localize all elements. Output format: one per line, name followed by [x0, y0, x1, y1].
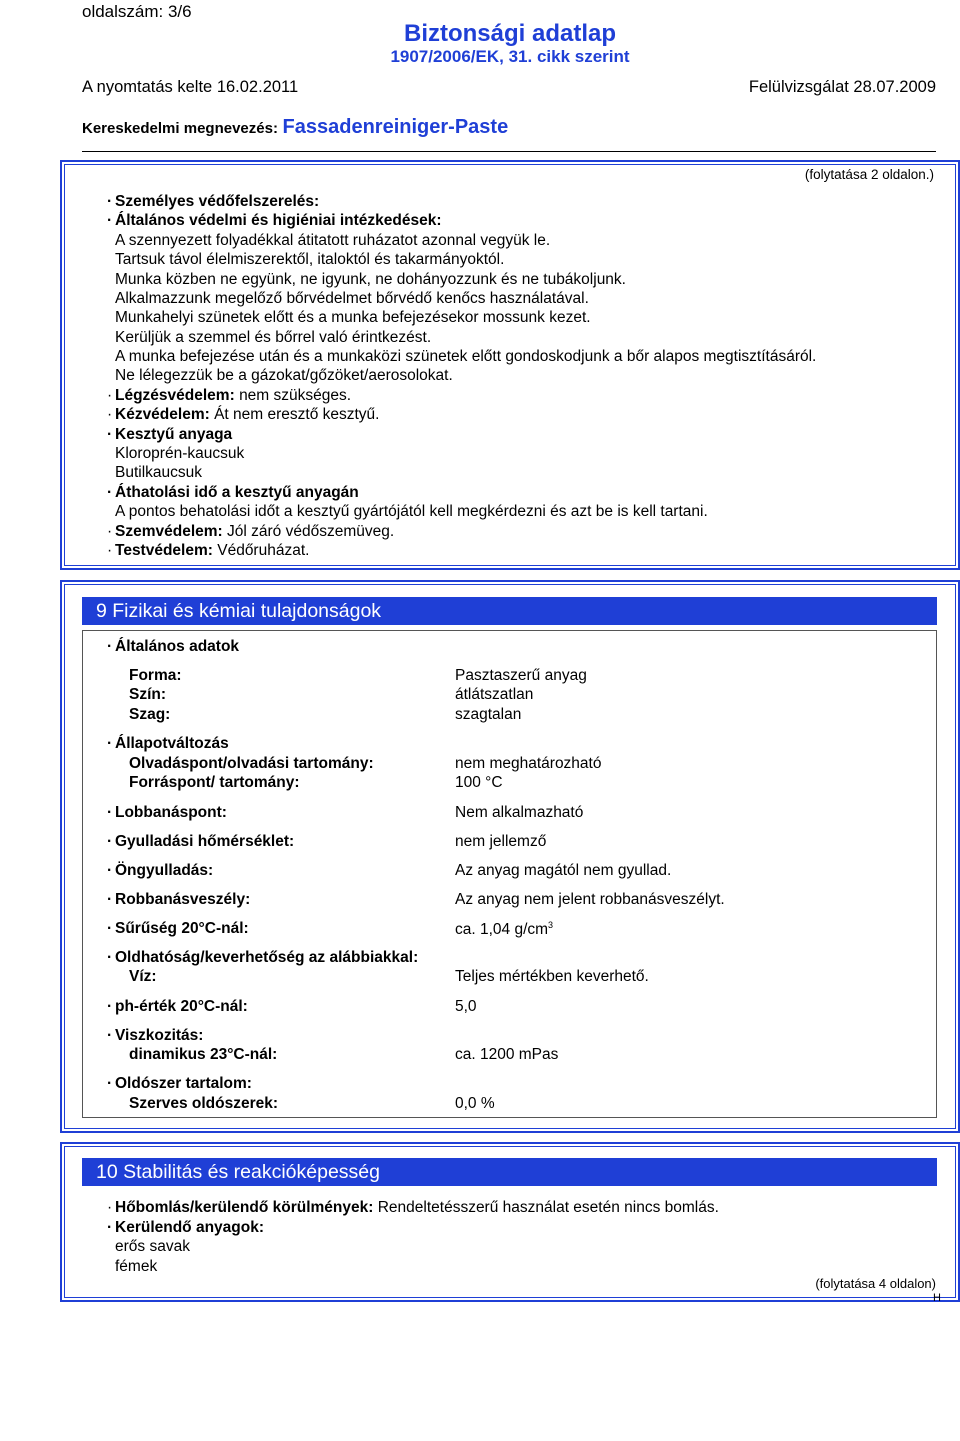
form-value: Pasztaszerű anyag — [455, 667, 587, 684]
solubility-heading: · Oldhatóság/keverhetőség az alábbiakkal: — [107, 949, 419, 966]
measure-line: A szennyezett folyadékkal átitatott ruházatot azonnal vegyük le. — [115, 232, 551, 249]
melting-point-label: Olvadáspont/olvadási tartomány: — [129, 755, 374, 772]
ignition-temp-value: nem jellemző — [455, 833, 547, 850]
measure-line: Tartsuk távol élelmiszerektől, italoktól és takarmányoktól. — [115, 251, 505, 268]
water-value: Teljes mértékben keverhető. — [455, 968, 649, 985]
avoid-item: fémek — [115, 1258, 158, 1275]
measure-line: Ne lélegezzük be a gázokat/gőzöket/aerosolokat. — [115, 367, 453, 384]
flash-point-value: Nem alkalmazható — [455, 804, 584, 821]
dynamic-viscosity-value: ca. 1200 mPas — [455, 1046, 559, 1063]
decomposition-line: · Hőbomlás/kerülendő körülmények: Rendeltetésszerű használat esetén nincs bomlás. — [107, 1199, 719, 1216]
odor-label: Szag: — [129, 706, 171, 723]
odor-value: szagtalan — [455, 706, 522, 723]
measure-line: Munka közben ne együnk, ne igyunk, ne dohányozzunk és ne tubákoljunk. — [115, 271, 626, 288]
materials-to-avoid-heading: · Kerülendő anyagok: — [107, 1219, 264, 1236]
ph-value: 5,0 — [455, 998, 477, 1015]
measure-line: Alkalmazzunk megelőző bőrvédelmet bőrvédő kenőcs használatával. — [115, 290, 589, 307]
self-ignition-label: · Öngyulladás: — [107, 862, 214, 879]
organic-solvents-value: 0,0 % — [455, 1095, 495, 1112]
measure-line: Kerüljük a szemmel és bőrrel való érintkezést. — [115, 329, 432, 346]
language-mark: H — [933, 1292, 941, 1304]
measure-line: A munka befejezése után és a munkaközi szünetek előtt gondoskodjunk a bőr alapos megtisztításáról. — [115, 348, 817, 365]
flash-point-label: · Lobbanáspont: — [107, 804, 227, 821]
state-change-heading: · Állapotváltozás — [107, 735, 229, 752]
dynamic-viscosity-label: dinamikus 23°C-nál: — [129, 1046, 278, 1063]
color-label: Szín: — [129, 686, 167, 703]
boiling-point-value: 100 °C — [455, 774, 503, 791]
explosion-value: Az anyag nem jelent robbanásveszélyt. — [455, 891, 725, 908]
glove-material-item: Kloroprén-kaucsuk — [115, 445, 245, 462]
revision-date: Felülvizsgálat 28.07.2009 — [748, 78, 936, 96]
explosion-label: · Robbanásveszély: — [107, 891, 251, 908]
form-label: Forma: — [129, 667, 182, 684]
glove-material-item: Butilkaucsuk — [115, 464, 203, 481]
color-value: átlátszatlan — [455, 686, 534, 703]
self-ignition-value: Az anyag magától nem gyullad. — [455, 862, 672, 879]
water-label: Víz: — [129, 968, 157, 985]
glove-material-heading: · Kesztyű anyaga — [107, 426, 233, 443]
general-data-heading: · Általános adatok — [107, 638, 240, 655]
continued-on-note: (folytatása 4 oldalon) — [815, 1276, 936, 1291]
solvent-content-heading: · Oldószer tartalom: — [107, 1075, 252, 1092]
document-subtitle: 1907/2006/EK, 31. cikk szerint — [390, 47, 630, 66]
boiling-point-label: Forráspont/ tartomány: — [129, 774, 300, 791]
penetration-time-heading: · Áthatolási idő a kesztyű anyagán — [107, 484, 359, 501]
ph-label: · ph-érték 20°C-nál: — [107, 998, 248, 1015]
continued-from-note: (folytatása 2 oldalon.) — [804, 167, 934, 182]
general-measures-heading: · Általános védelmi és higiéniai intézkedések: — [107, 212, 442, 229]
penetration-time-text: A pontos behatolási időt a kesztyű gyártójától kell megkérdezni és azt be is kell tartani. — [115, 503, 708, 520]
trade-name-value: Fassadenreiniger-Paste — [282, 116, 509, 138]
density-value: ca. 1,04 $g/cm^3$ — [455, 920, 554, 939]
section-9-heading: 9 Fizikai és kémiai tulajdonságok — [82, 597, 937, 625]
viscosity-heading: · Viszkozitás: — [107, 1027, 204, 1044]
melting-point-value: nem meghatározható — [455, 755, 602, 772]
ignition-temp-label: · Gyulladási hőmérséklet: — [107, 833, 295, 850]
body-protection: · Testvédelem: Védőruházat. — [107, 542, 310, 559]
page-number: oldalszám: 3/6 — [82, 2, 192, 21]
document-title: Biztonsági adatlap — [403, 20, 617, 47]
measure-line: Munkahelyi szünetek előtt és a munka befejezésekor mossunk kezet. — [115, 309, 591, 326]
avoid-item: erős savak — [115, 1238, 190, 1255]
trade-name — [82, 116, 508, 139]
header-divider — [82, 151, 936, 152]
hand-protection: · Kézvédelem: Át nem eresztő kesztyű. — [107, 406, 380, 423]
density-label: · Sűrűség 20°C-nál: — [107, 920, 249, 937]
respiratory-protection: · Légzésvédelem: nem szükséges. — [107, 387, 352, 404]
print-date: A nyomtatás kelte 16.02.2011 — [82, 78, 299, 96]
eye-protection: · Szemvédelem: Jól záró védőszemüveg. — [107, 523, 395, 540]
section-10-heading: 10 Stabilitás és reakcióképesség — [82, 1158, 937, 1186]
ppe-heading: · Személyes védőfelszerelés: — [107, 193, 320, 210]
trade-name-label: Kereskedelmi megnevezés: — [82, 120, 278, 137]
organic-solvents-label: Szerves oldószerek: — [129, 1095, 279, 1112]
